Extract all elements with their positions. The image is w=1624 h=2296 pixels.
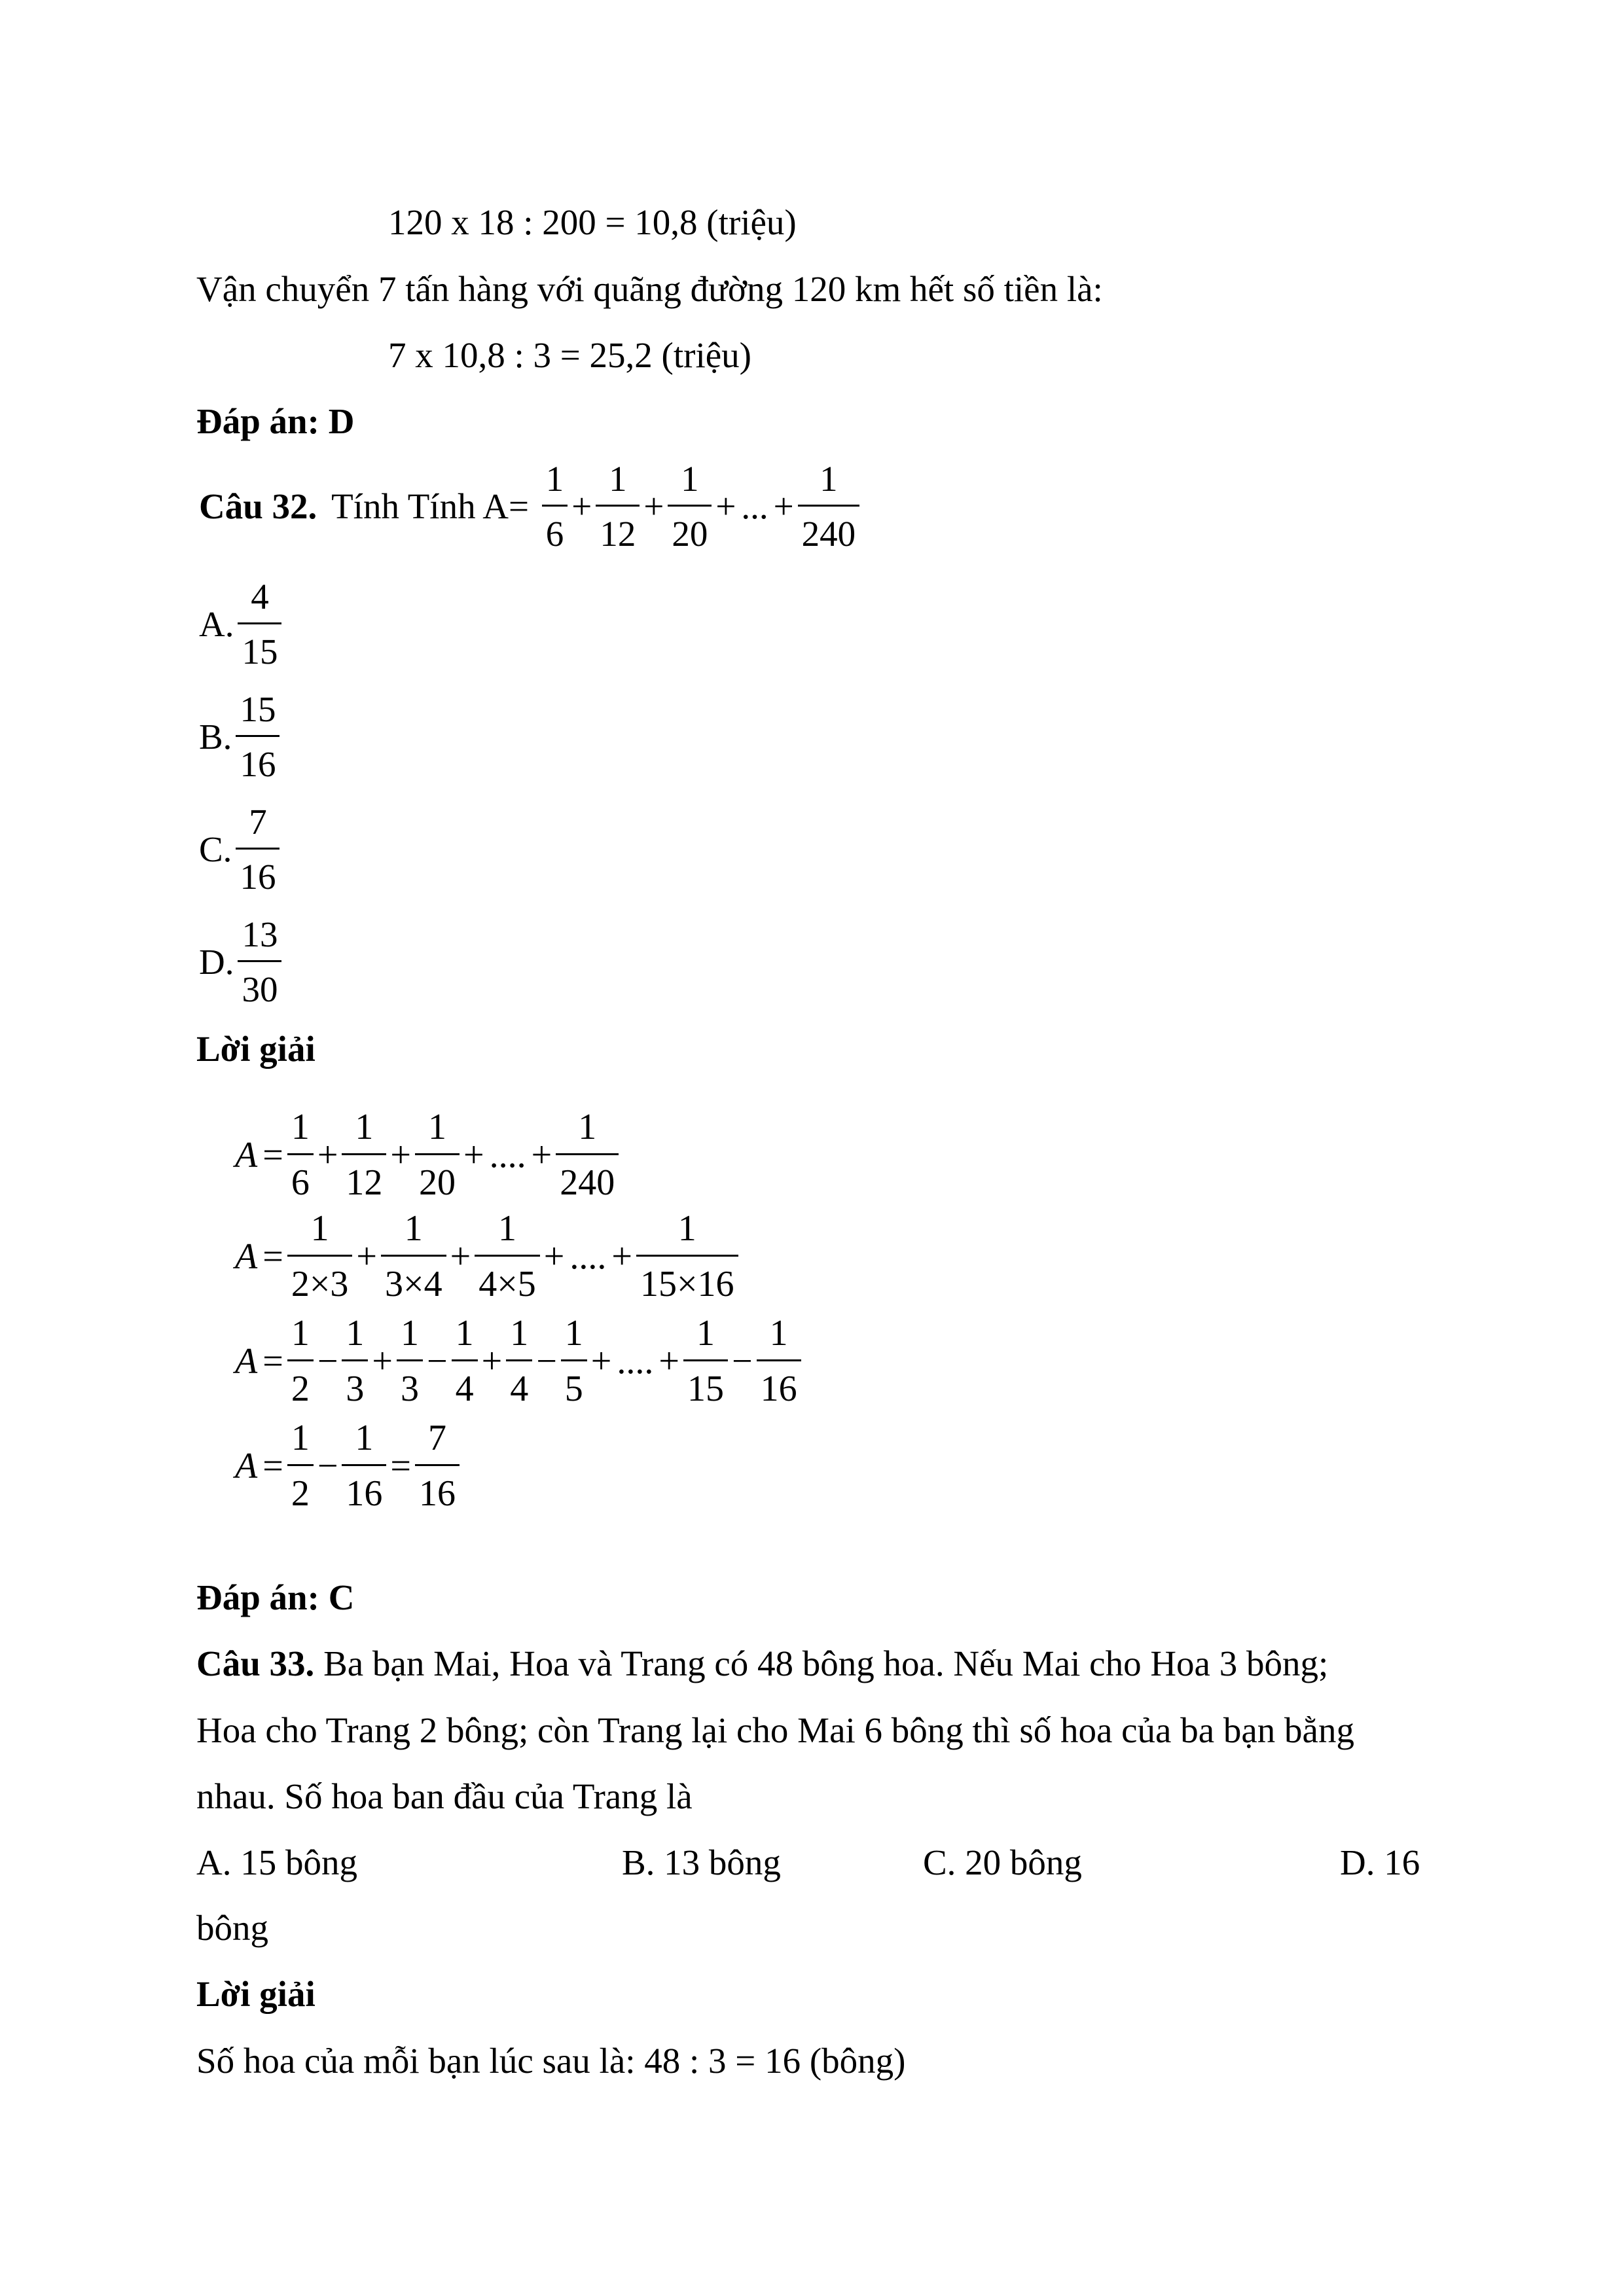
option-c: C. $\frac{7}{16}$ [196,801,281,898]
q33-option-b: B. 13 bông [622,1842,781,1882]
question-33-label: Câu 33. [196,1643,315,1683]
question-33-line-2: Hoa cho Trang 2 bông; còn Trang lại cho Mai 6 bông thì số hoa của ba bạn bằng [196,1710,1354,1750]
q32-term-4: $\frac{1}{240}$ [798,458,860,555]
answer-c: Đáp án: C [196,1577,355,1617]
q33-option-c: C. 20 bông [923,1842,1082,1882]
solution-33-line: Số hoa của mỗi bạn lúc sau là: 48 : 3 = 16 (bông) [196,2041,906,2081]
solution-line-1: A = $\frac{1}{6}$ + $\frac{1}{12}$ + $\frac{1}{20}$ + .... + $\frac{1}{240}$ [232,1106,620,1204]
transport-sentence: Vận chuyển 7 tấn hàng với quãng đường 120 km hết số tiền là: [196,269,1103,309]
q33-option-d-wrap: bông [196,1908,268,1948]
option-a: A. $\frac{4}{15}$ [196,576,283,673]
option-b: B. $\frac{15}{16}$ [196,689,281,785]
question-32-text: Tính Tính A= [331,486,530,527]
q32-term-2: $\frac{1}{12}$ [596,458,640,555]
question-33-line-3: nhau. Số hoa ban đầu của Trang là [196,1776,693,1816]
calc-line-2: 7 x 10,8 : 3 = 25,2 (triệu) [388,335,751,375]
solution-line-2: A = $\frac{1}{2\times 3}$ + $\frac{1}{3\times 4}$ + $\frac{1}{4\times 5}$ + .... + $\frac{1}{15\times 16}$ [232,1208,740,1306]
question-32-label: Câu 32. [199,486,317,527]
q33-option-a: A. 15 bông [196,1842,357,1882]
question-32: Câu 32. Tính Tính A= $\frac{1}{6}$ + $\frac{1}{12}$ + $\frac{1}{20}$ + ... + $\frac{1}{240}$ [196,458,861,555]
question-33-line-1: Câu 33. Ba bạn Mai, Hoa và Trang có 48 bông hoa. Nếu Mai cho Hoa 3 bông; [196,1643,1329,1683]
answer-d: Đáp án: D [196,401,355,441]
q33-option-d: D. 16 [1340,1842,1420,1882]
q32-term-3: $\frac{1}{20}$ [668,458,712,555]
q32-term-1: $\frac{1}{6}$ [542,458,568,555]
solution-label-32: Lời giải [196,1029,316,1069]
solution-line-3: A = $\frac{1}{2}$ − $\frac{1}{3}$ + $\frac{1}{3}$ − $\frac{1}{4}$ + $\frac{1}{4}$ − $\frac{1}{5}$ + .... + $\frac{1}{15}$ − $\frac{1}{16}$ [232,1312,803,1410]
option-d: D. $\frac{13}{30}$ [196,914,283,1011]
solution-label-33: Lời giải [196,1974,316,2014]
calc-line-1: 120 x 18 : 200 = 10,8 (triệu) [388,202,797,242]
solution-line-4: A = $\frac{1}{2}$ − $\frac{1}{16}$ = $\frac{7}{16}$ [232,1417,461,1515]
